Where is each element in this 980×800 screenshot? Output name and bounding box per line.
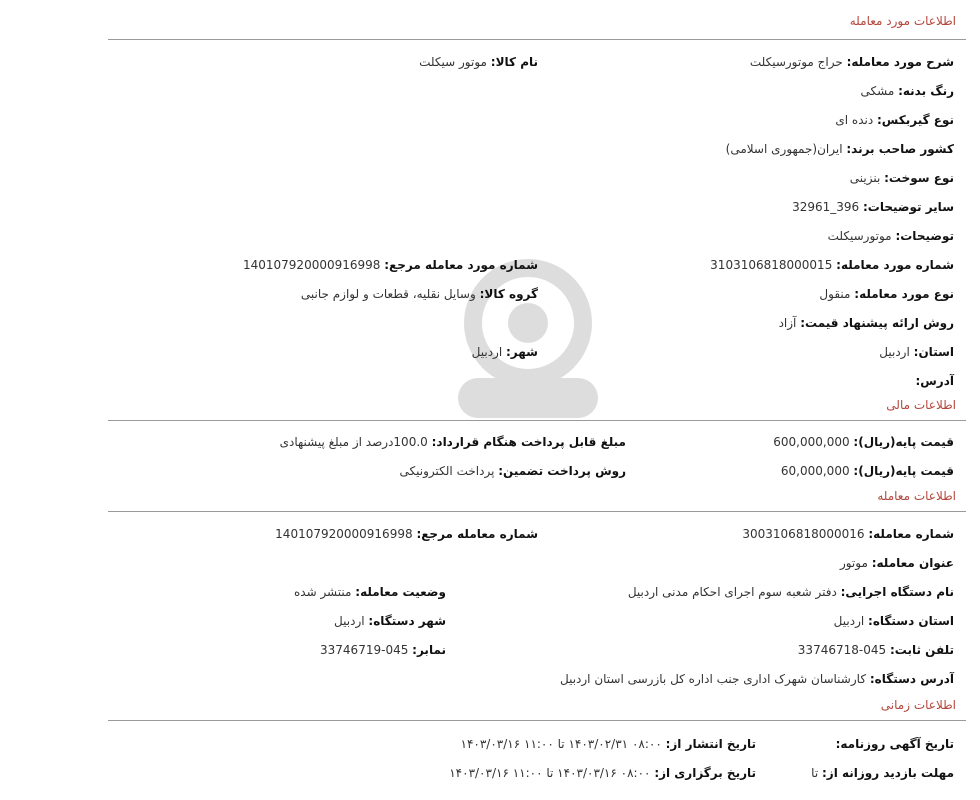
- divider: [108, 420, 966, 421]
- publish-date: تاریخ انتشار از: ۰۸:۰۰ ۱۴۰۳/۰۲/۳۱ تا ۱۱:۰۰ ۱۴۰۳/۰۳/۱۶: [460, 737, 756, 751]
- transaction-ref-number: شماره معامله مرجع: 140107920000916998: [275, 527, 538, 541]
- goods-name: نام کالا: موتور سیکلت: [419, 55, 538, 69]
- agency-name: نام دستگاه اجرایی: دفتر شعبه سوم اجرای احکام مدنی اردبیل: [627, 585, 954, 599]
- gearbox-type: نوع گیربکس: دنده ای: [835, 113, 954, 127]
- agency-phone: تلفن ثابت: 045-33746718: [797, 643, 954, 657]
- transaction-title: عنوان معامله: موتور: [839, 556, 954, 570]
- city: شهر: اردبیل: [471, 345, 538, 359]
- agency-city: شهر دستگاه: اردبیل: [334, 614, 446, 628]
- newspaper-date: تاریخ آگهی روزنامه:: [835, 737, 954, 751]
- section-header-transaction: اطلاعات معامله: [877, 489, 956, 503]
- agency-fax: نمابر: 045-33746719: [320, 643, 446, 657]
- divider: [108, 511, 966, 512]
- price-method: روش ارائه پیشنهاد قیمت: آزاد: [778, 316, 954, 330]
- fuel-type: نوع سوخت: بنزینی: [849, 171, 954, 185]
- base-price-2: قیمت پایه(ریال): 60,000,000: [780, 464, 954, 478]
- guarantee-method: روش پرداخت تضمین: پرداخت الکترونیکی: [399, 464, 626, 478]
- visit-deadline: مهلت بازدید روزانه از: تا: [811, 766, 954, 780]
- section-header-item: اطلاعات مورد معامله: [849, 14, 956, 28]
- province: استان: اردبیل: [879, 345, 954, 359]
- address: آدرس:: [915, 374, 954, 388]
- goods-group: گروه کالا: وسایل نقلیه، قطعات و لوازم جانبی: [300, 287, 538, 301]
- agency-address: آدرس دستگاه: کارشناسان شهرک اداری جنب اداره کل بازرسی استان اردبیل: [559, 672, 954, 686]
- notes: توضیحات: موتورسیکلت: [827, 229, 954, 243]
- brand-country: کشور صاحب برند: ایران(جمهوری اسلامی): [725, 142, 954, 156]
- details-page: [108, 8, 966, 800]
- base-price: قیمت پایه(ریال): 600,000,000: [773, 435, 954, 449]
- divider: [108, 39, 966, 40]
- body-color: رنگ بدنه: مشکی: [860, 84, 954, 98]
- hold-date: تاریخ برگزاری از: ۰۸:۰۰ ۱۴۰۳/۰۳/۱۶ تا ۱۱:۰۰ ۱۴۰۳/۰۳/۱۶: [449, 766, 756, 780]
- item-type: نوع مورد معامله: منقول: [819, 287, 954, 301]
- ref-item-number: شماره مورد معامله مرجع: 140107920000916998: [242, 258, 538, 272]
- section-header-time: اطلاعات زمانی: [880, 698, 956, 712]
- transaction-status: وضعیت معامله: منتشر شده: [293, 585, 446, 599]
- other-notes: سایر توضیحات: 396_32961: [792, 200, 954, 214]
- transaction-number: شماره معامله: 3003106818000016: [742, 527, 954, 541]
- payable-amount: مبلغ قابل پرداخت هنگام قرارداد: 100.0درصد از مبلغ پیشنهادی: [279, 435, 626, 449]
- item-description: شرح مورد معامله: حراج موتورسیکلت: [749, 55, 954, 69]
- divider: [108, 720, 966, 721]
- item-number: شماره مورد معامله: 3103106818000015: [710, 258, 954, 272]
- section-header-financial: اطلاعات مالی: [886, 398, 956, 412]
- agency-province: استان دستگاه: اردبیل: [833, 614, 954, 628]
